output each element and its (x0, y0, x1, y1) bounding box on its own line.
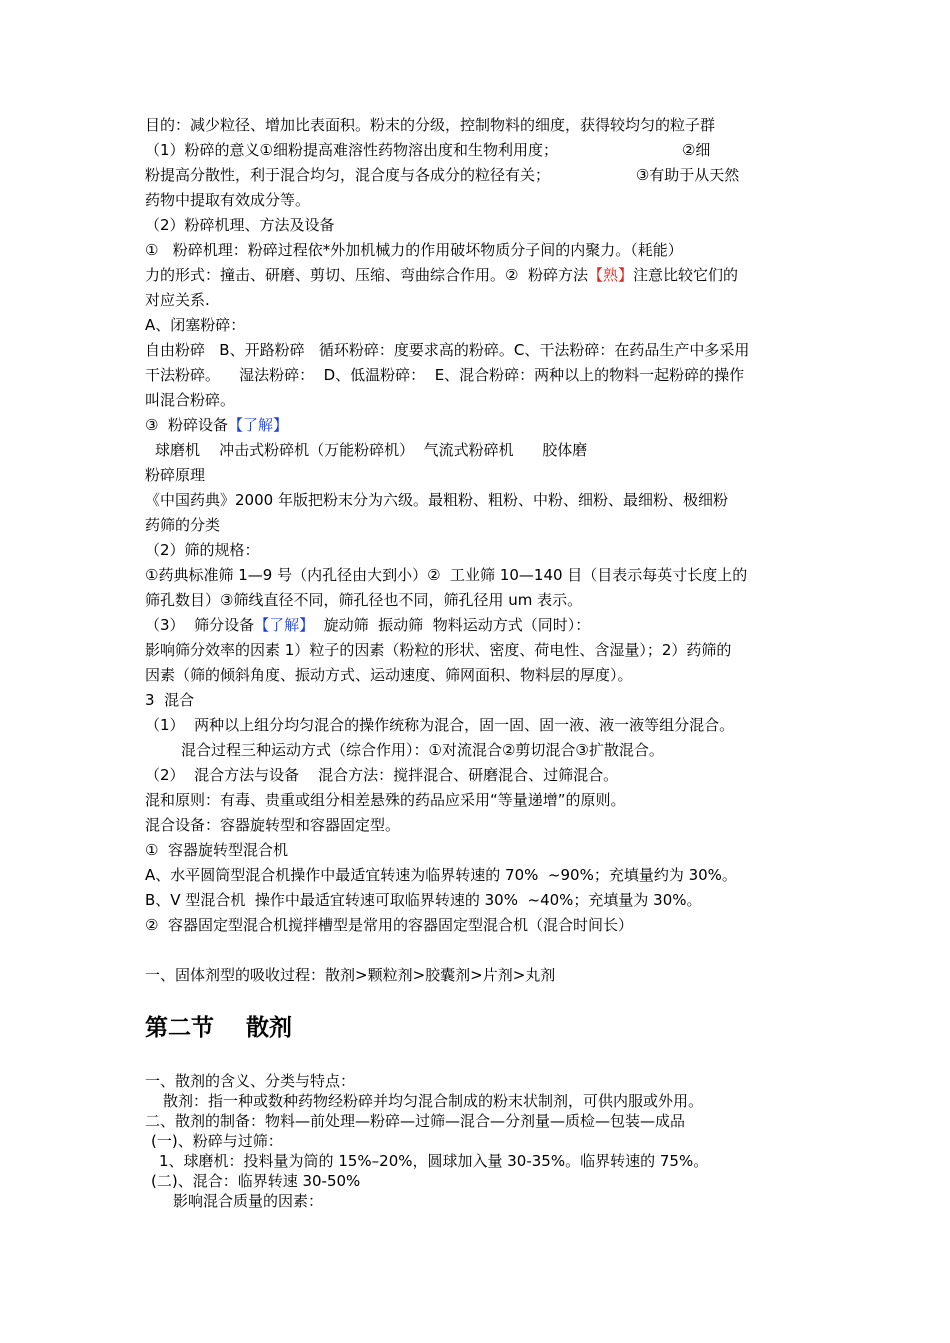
text-line: (二)、混合：临界转速 30-50% (151, 1172, 361, 1190)
text-line: 二、散剂的制备：物料—前处理—粉碎—过筛—混合—分剂量—质检—包装—成品 (145, 1112, 686, 1130)
text-line: （1） 两种以上组分均匀混合的操作统称为混合，固一固、固一液、液一液等组分混合。 (145, 716, 735, 734)
text-line: 影响混合质量的因素： (173, 1192, 324, 1210)
text-line: 对应关系. (145, 291, 210, 309)
text-segment: 旋动筛 振动筛 物料运动方式（同时）： (314, 616, 591, 634)
text-line: 散剂：指一种或数种药物经粉碎并均匀混合制成的粉末状制剂，可供内服或外用。 (163, 1092, 704, 1110)
text-line (145, 413, 810, 438)
text-line: 目的：减少粒径、增加比表面积。粉末的分级，控制物料的细度，获得较均匀的粒子群 (145, 116, 716, 134)
text-line: 筛孔数目）③筛线直径不同，筛孔径也不同，筛孔径用 um 表示。 (145, 591, 583, 609)
text-line: 一、散剂的含义、分类与特点： (145, 1072, 356, 1090)
text-line: 粉提高分散性，利于混合均匀，混合度与各成分的粒径有关； ③有助于从天然 (145, 166, 740, 184)
section-title: 第二节 散剂 (145, 1015, 293, 1041)
text-line: 自由粉碎 B、开路粉碎 循环粉碎：度要求高的粉碎。C、干法粉碎：在药品生产中多采用 (145, 341, 750, 359)
tag-shu: 【熟】 (588, 266, 634, 284)
text-line: 药筛的分类 (145, 516, 221, 534)
text-line (145, 263, 810, 288)
text-line: ①药典标准筛 1—9 号（内孔径由大到小）② 工业筛 10—140 目（目表示每英寸长度上的 (145, 566, 748, 584)
text-line: (一)、粉碎与过筛： (151, 1132, 283, 1150)
text-line: （1）粉碎的意义①细粉提高难溶性药物溶出度和生物利用度； ②细 (145, 141, 711, 159)
text-segment: 力的形式：撞击、研磨、剪切、压缩、弯曲综合作用。② 粉碎方法 (145, 266, 588, 284)
text-line: B、V 型混合机 操作中最适宜转速可取临界转速的 30% ~40%；充填量为 30%。 (145, 891, 702, 909)
text-line: 《中国药典》2000 年版把粉末分为六级。最粗粉、粗粉、中粉、细粉、最细粉、极细粉 (145, 491, 728, 509)
section-crushing-screening-mixing (145, 113, 810, 988)
text-segment: （3） 筛分设备 (145, 616, 255, 634)
text-line: 混合过程三种运动方式（综合作用）：①对流混合②剪切混合③扩散混合。 (181, 741, 664, 759)
text-line: ① 容器旋转型混合机 (145, 841, 288, 859)
text-line: 影响筛分效率的因素 1）粒子的因素（粉粒的形状、密度、荷电性、含湿量）；2）药筛的 (145, 641, 732, 659)
blank-line (145, 938, 810, 963)
tag-liaojie: 【了解】 (227, 416, 288, 434)
text-segment: ③ 粉碎设备 (145, 416, 228, 434)
tag-liaojie: 【了解】 (254, 616, 315, 634)
text-line: （2）筛的规格： (145, 541, 260, 559)
text-line: A、闭塞粉碎： (145, 316, 246, 334)
text-line: 因素（筛的倾斜角度、振动方式、运动速度、筛网面积、物料层的厚度）。 (145, 666, 633, 684)
text-line: 一、固体剂型的吸收过程：散剂>颗粒剂>胶囊剂>片剂>丸剂 (145, 966, 556, 984)
text-line: 粉碎原理 (145, 466, 206, 484)
text-line: ① 粉碎机理：粉碎过程依*外加机械力的作用破坏物质分子间的内聚力。（耗能） (145, 241, 683, 259)
text-line: 叫混合粉碎。 (145, 391, 236, 409)
text-segment: 注意比较它们的 (633, 266, 739, 284)
text-line: 球磨机 冲击式粉碎机（万能粉碎机） 气流式粉碎机 胶体磨 (155, 441, 588, 459)
text-line: ② 容器固定型混合机搅拌槽型是常用的容器固定型混合机（混合时间长） (145, 916, 633, 934)
section-powders (145, 1071, 810, 1211)
text-line: 混和原则：有毒、贵重或组分相差悬殊的药品应采用“等量递增”的原则。 (145, 791, 626, 809)
text-line: （2）粉碎机理、方法及设备 (145, 216, 335, 234)
text-line: 药物中提取有效成分等。 (145, 191, 311, 209)
text-line: 混合设备：容器旋转型和容器固定型。 (145, 816, 401, 834)
text-line: 干法粉碎。 湿法粉碎： D、低温粉碎： E、混合粉碎：两种以上的物料一起粉碎的操作 (145, 366, 745, 384)
text-line: 3 混合 (145, 691, 195, 709)
text-line: 1、球磨机：投料量为筒的 15%–20%，圆球加入量 30-35%。临界转速的 75%。 (159, 1152, 709, 1170)
text-line (145, 613, 810, 638)
text-line: A、水平圆筒型混合机操作中最适宜转速为临界转速的 70% ~90%；充填量约为 30%。 (145, 866, 737, 884)
text-line: （2） 混合方法与设备 混合方法：搅拌混合、研磨混合、过筛混合。 (145, 766, 619, 784)
